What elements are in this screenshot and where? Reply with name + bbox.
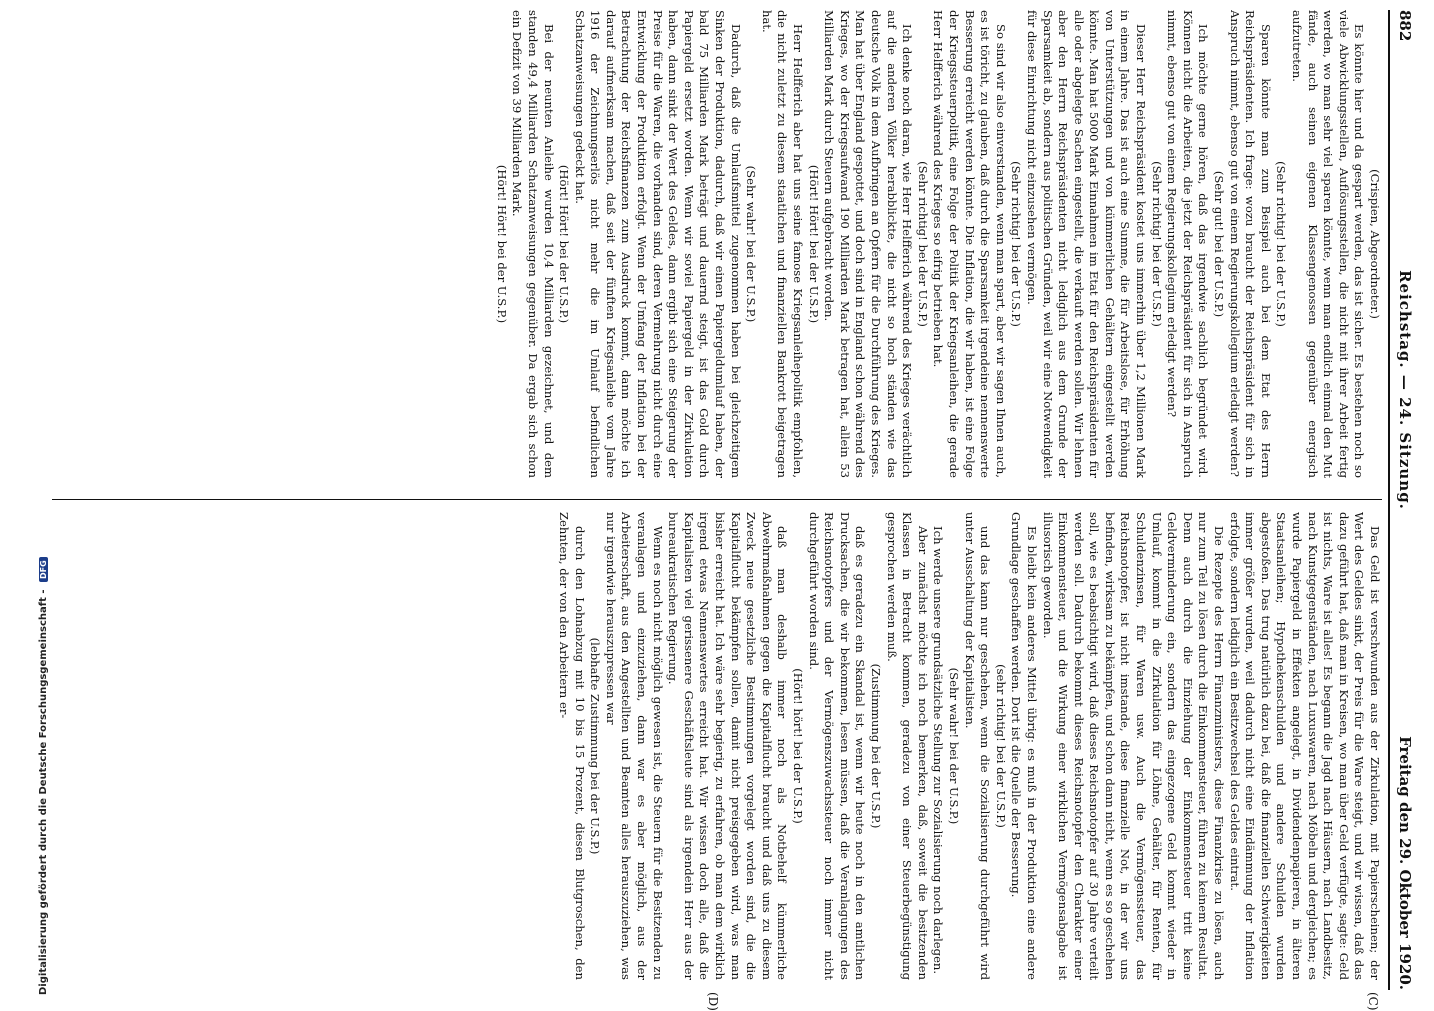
- paragraph: Dadurch, daß die Umlaufsmittel zugenommen haben bei gleichzeitigem Sinken der Produktion, dadurch, daß wir einen Papiergeldumlauf haben, der bald 75 Milliarden Mark beträgt und dauernd steigt, ist das Gold durch Papiergeld ersetzt worden. Wenn wir soviel Papiergeld in der Zirkulation haben, dann sinkt der Wert des Geldes, dann ergibt sich eine Steigerung der Preise für die Waren, die vorhanden sind, deren Vermehrung nicht durch eine Entwicklung der Produktion erfolgt. Wenn der Umfang der Inflation bei der Betrachtung der Reichsfinanzen zum Ausdruck kommt, dann möchte ich darauf aufmerksam machen, daß seit der fünften Kriegsanleihe vom Jahre 1916 der Zeichnungserlös nicht mehr die im Umlauf befindlichen Schatzanweisungen gedeckt hat.: [571, 10, 743, 478]
- interjection: (Sehr richtig! bei der U.S.P.): [914, 10, 930, 478]
- paragraph: Ich denke noch daran, wie Herr Helfferich während des Krieges verächtlich auf die anderen Völker herabblickte, die nicht so hoch ständen wie das deutsche Volk in dem Aufbringen an Opfern für die Durchführung des Krieges. Man hat über England gespottet, und doch sind in England schon während des Krieges, wo der Kriegsaufwand 190 Milliarden Mark betragen hat, allein 53 Milliarden Mark durch Steuern aufgebracht worden.: [821, 10, 915, 478]
- paragraph: Dieser Herr Reichspräsident kostet uns immerhin über 1,2 Millionen Mark in einem Jahre. Das ist auch eine Summe, die für Arbeitslose, für Erhöhung von Unterstützungen und von kümmerlichen Gehältern eingestellt werden könnte. Man hat 5000 Mark Einnahmen im Etat für den Reichspräsidenten für alle oder abgelegte Sachen eingestellt, die verkauft werden sollen. Wir lehnen aber den Herrn Reichspräsidenten nicht lediglich aus dem Grunde der Sparsamkeit ab, sondern aus politischen Gründen, weil wir eine Notwendigkeit für diese Einrichtung nicht einzusehen vermögen.: [1023, 10, 1148, 478]
- interjection: (Hört! Hört! bei der U.S.P.): [556, 10, 572, 478]
- digitization-note: Digitalisierung gefördert durch die Deutsche Forschungsgemeinschaft -: [38, 589, 49, 995]
- interjection: (Crispien, Abgeordneter.): [1366, 10, 1382, 478]
- paragraph: Die Rezepte des Herrn Finanzministers, diese Finanzkrise zu lösen, auch nur zum Teil zu lösen durch die Einkommensteuer, führen zu keinem Resultat. Denn auch durch die Einziehung der Einkommensteuer tritt keine Geldverminderung ein, sondern das eingezogene Geld kommt wieder in Umlauf, kommt in die Zirkulation für Löhne, Gehälter, für Renten, für Schuldenzinsen, für Waren usw. Auch die Vermögenssteuer, das Reichsnotopfer, ist nicht imstande, diese finanzielle Not, in der wir uns befinden, wirksam zu bekämpfen, und schon dann nicht, wenn es so geschehen soll, wie es beabsichtigt wird, daß dieses Reichsnotopfer auf 30 Jahre verteilt werden soll. Dadurch bekommt dieses Reichsnotopfer den Charakter einer Einkommensteuer, und die Wirkung einer wirklichen Vermögensabgabe ist illusorisch geworden.: [1039, 512, 1226, 980]
- paragraph: So sind wir also einverstanden, wenn man spart, aber wir sagen Ihnen auch, es ist töricht, zu glauben, daß durch die Sparsamkeit irgendeine nennenswerte Besserung erreicht werden könnte. Die Inflation, die wir haben, ist eine Folge der Kriegssteuerpolitik, eine Folge der Politik der Kriegsanleihen, die gerade Herr Helfferich während des Krieges so eifrig betrieben hat.: [930, 10, 1008, 478]
- column-divider: [52, 499, 1382, 500]
- paragraph: durch den Lohnabzug mit 10 bis 15 Prozent, diesen Blutgroschen, den Zehnten, der von den Arbeitern er-: [556, 512, 587, 980]
- paragraph: Es bleibt kein anderes Mittel übrig: es muß in der Produktion eine andere Grundlage geschaffen werden. Dort ist die Quelle der Besserung.: [1008, 512, 1039, 980]
- interjection: (lebhafte Zustimmung bei der U.S.P.): [587, 512, 603, 980]
- dfg-logo: DFG: [39, 557, 48, 582]
- paragraph: Ich möchte gerne hören, daß das irgendwie sachlich begründet wird. Können nicht die Arbeiten, die jetzt der Reichspräsident für sich in Anspruch nimmt, ebenso gut von einem Regierungskollegium erledigt werden?: [1164, 10, 1211, 478]
- margin-marker-c: (C): [1366, 992, 1380, 1011]
- interjection: (Hört! Hört! bei der U.S.P.): [805, 10, 821, 478]
- paragraph: Es könnte hier und da gespart werden, das ist sicher. Es bestehen noch so viele Abwicklungsstellen, Auflösungsstellen, die nicht mit ihrer Arbeit fertig werden, wo man sehr viel sparen könnte, wenn man endlich einmal den Mut fände, auch seinen eigenen Klassengenossen gegenüber energisch aufzutreten.: [1288, 10, 1366, 478]
- page-number: 882: [1396, 10, 1414, 70]
- interjection: (Sehr gut! bei der U.S.P.): [1210, 10, 1226, 478]
- paragraph: Ich werde unsere grundsätzliche Stellung zur Sozialisierung noch darlegen.: [930, 512, 946, 980]
- interjection: (Hört! hört! bei der U.S.P.): [789, 512, 805, 980]
- interjection: (Sehr wahr! bei der U.S.P.): [945, 512, 961, 980]
- paragraph: Herr Helfferich aber hat uns seine famose Kriegsanleihepolitik empfohlen, die nicht zuletzt zu diesem staatlichen und finanziellen Bankrott beigetragen hat.: [758, 10, 805, 478]
- paragraph: daß es geradezu ein Skandal ist, wenn wir heute noch in den amtlichen Drucksachen, die wir bekommen, lesen müssen, daß die Veranlagungen des Reichsnotopfers und der Vermögenszuwachssteuer noch immer nicht durchgeführt worden sind.: [805, 512, 867, 980]
- document-page: [20, 0, 1434, 1000]
- paragraph: Bei der neunten Anleihe wurden 10,4 Milliarden gezeichnet, und dem standen 49,4 Milliarden Schatzanweisungen gegenüber. Da ergab sich schon ein Defizit von 39 Milliarden Mark.: [509, 10, 556, 478]
- right-column: [42, 512, 1382, 980]
- interjection: (Sehr wahr! bei der U.S.P.): [743, 10, 759, 478]
- interjection: (sehr richtig! bei der U.S.P.): [992, 512, 1008, 980]
- interjection: (Hört! Hört! bei der U.S.P.): [493, 10, 509, 478]
- paragraph: Aber zunächst möchte ich noch bemerken, daß, soweit die besitzenden Klassen in Betracht kommen, geradezu von einer Steuerbegünstigung gesprochen werden muß.: [883, 512, 930, 980]
- rotated-scan: [30, 10, 1420, 990]
- paragraph: Sparen könnte man zum Beispiel auch bei dem Etat des Herrn Reichspräsidenten. Ich frage: wozu braucht der Reichspräsident für sich in Anspruch nimmt, ebenso gut von einem Regierungskollegium erledigt werden?: [1226, 10, 1273, 478]
- session-date: Freitag den 29. Oktober 1920.: [1396, 710, 1414, 990]
- interjection: (Sehr richtig! bei der U.S.P.): [1273, 10, 1289, 478]
- digitization-footer: [38, 5, 49, 995]
- left-column: [42, 10, 1382, 478]
- paragraph: daß man deshalb immer noch als Notbehelf kümmerliche Abwehrmaßnahmen gegen die Kapitalflucht braucht und daß uns zu diesem Zweck neue gesetzliche Bestimmungen vorgelegt worden sind, die die Kapitalflucht bekämpfen sollen, damit nicht preisgegeben wird, was man bisher erreicht hat. Ich wäre sehr begierig, zu erfahren, ob man dem wirklich irgend etwas Nennenswertes erreicht hat. Wir wissen doch alle, daß die Kapitalisten viel gerissenere Geschäftsleute sind als irgendein Herr aus der bureaukratischen Regierung.: [665, 512, 790, 980]
- margin-marker-d: (D): [706, 992, 720, 1011]
- paragraph: und das kann nur geschehen, wenn die Sozialisierung durchgeführt wird unter Ausschaltung der Kapitalisten.: [961, 512, 992, 980]
- page-title: Reichstag. — 24. Sitzung.: [1396, 70, 1414, 710]
- interjection: (Sehr richtig! bei der U.S.P.): [1008, 10, 1024, 478]
- page-header: [1388, 10, 1420, 990]
- interjection: (Sehr richtig! bei der U.S.P.): [1148, 10, 1164, 478]
- paragraph: Wenn es noch nicht möglich gewesen ist, die Steuern für die Besitzenden zu veranlagen und einzuziehen, dann war es aber möglich, aus der Arbeiterschaft, aus den Angestellten und Beamten alles herauszuziehen, was nur irgendwie herauszupressen war: [602, 512, 664, 980]
- interjection: (Zustimmung bei der U.S.P.): [867, 512, 883, 980]
- paragraph: Das Geld ist verschwunden aus der Zirkulation, mit Papierscheinen; der Wert des Geldes sinkt, der Preis für die Ware steigt, und wir wissen, daß das dazu geführt hat, daß man in Kreisen, wo man über Geld verfügte, sagte: Geld ist nichts, Ware ist alles! Es begann die Jagd nach Häusern, nach Landbesitz, nach Kunstgegenständen, nach Luxuswaren, nach Möbeln und dergleichen; es wurde Papiergeld in Effekten angelegt, in Dividendenpapieren, in älteren Staatsanleihen; Hypothekenschulden und andere Schulden wurden abgestoßen. Das trug natürlich dazu bei, daß die finanziellen Schwierigkeiten immer größer wurden, weil dadurch nicht eine Eindämmung der Inflation erfolgte, sondern lediglich ein Besitzwechsel des Geldes eintrat.: [1226, 512, 1382, 980]
